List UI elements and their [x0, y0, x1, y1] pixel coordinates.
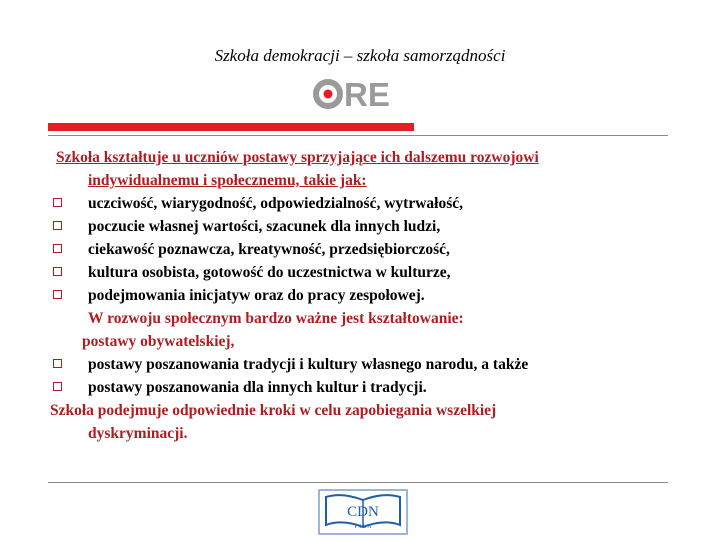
- square-bullet-icon: [53, 290, 62, 299]
- square-bullet-icon: [53, 382, 62, 391]
- accent-bar: [48, 123, 414, 131]
- intro-line-2: indywidualnemu i społecznemu, takie jak:: [88, 172, 367, 189]
- ore-logo-text: RE: [344, 76, 390, 113]
- list-item: [48, 284, 688, 307]
- ore-logo: [312, 74, 408, 114]
- list-item: [48, 261, 688, 284]
- list-item: [48, 376, 688, 399]
- closing-line-1: Szkoła podejmuje odpowiednie kroki w celu zapobiegania wszelkiej: [50, 402, 497, 419]
- content-block: [48, 146, 688, 445]
- square-bullet-icon: [53, 221, 62, 230]
- ore-logo-dot: [324, 90, 333, 99]
- cdn-logo: [318, 489, 408, 535]
- list-item-text: ciekawość poznawcza, kreatywność, przedsiębiorczość,: [88, 241, 450, 258]
- divider-bottom: [48, 482, 668, 483]
- list-item: [48, 238, 688, 261]
- list-item: [48, 353, 688, 376]
- square-bullet-icon: [53, 198, 62, 207]
- list-item-text: postawy poszanowania tradycji i kultury własnego narodu, a także: [88, 356, 529, 373]
- social-line-1: W rozwoju społecznym bardzo ważne jest kształtowanie:: [88, 310, 464, 327]
- cdn-logo-subtext: P I L A: [354, 524, 372, 530]
- divider-top: [48, 135, 668, 136]
- intro-line-1: Szkoła kształtuje u uczniów postawy sprzyjające ich dalszemu rozwojowi: [56, 149, 539, 166]
- list-item-text: postawy poszanowania dla innych kultur i tradycji.: [88, 379, 427, 396]
- list-item-text: uczciwość, wiarygodność, odpowiedzialność, wytrwałość,: [88, 195, 463, 212]
- closing-line-2: dyskryminacji.: [88, 425, 188, 442]
- list-item-text: kultura osobista, gotowość do uczestnictwa w kulturze,: [88, 264, 451, 281]
- list-item-text: poczucie własnej wartości, szacunek dla innych ludzi,: [88, 218, 441, 235]
- list-item: [48, 215, 688, 238]
- cdn-logo-text: CDN: [347, 504, 379, 520]
- list-item: [48, 192, 688, 215]
- list-item-text: podejmowania inicjatyw oraz do pracy zespołowej.: [88, 287, 425, 304]
- page-title: Szkoła demokracji – szkoła samorządności: [214, 46, 506, 65]
- square-bullet-icon: [53, 267, 62, 276]
- social-line-2: postawy obywatelskiej,: [82, 333, 235, 350]
- square-bullet-icon: [53, 244, 62, 253]
- square-bullet-icon: [53, 359, 62, 368]
